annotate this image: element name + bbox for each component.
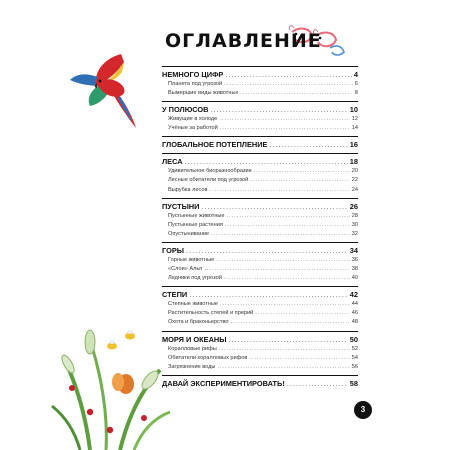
section-gap	[162, 389, 358, 392]
toc-subentry-title: Удивительное биоразнообразие	[168, 168, 252, 175]
toc-subentry[interactable]	[162, 300, 358, 309]
toc-subentry-title: Растительность степей и прерий	[168, 310, 254, 317]
toc-section-title: ПУСТЫНИ	[162, 201, 200, 211]
toc-subentry[interactable]	[162, 167, 358, 176]
leader-dots	[254, 167, 350, 176]
toc-section	[162, 375, 358, 392]
toc-subentry-page: 30	[351, 221, 358, 228]
toc-section-title: МОРЯ И ОКЕАНЫ	[162, 334, 227, 344]
toc-subentry[interactable]	[162, 309, 358, 318]
toc-subentry[interactable]	[162, 186, 358, 195]
toc-section	[162, 101, 358, 136]
leader-dots	[240, 89, 353, 98]
leader-dots	[228, 334, 347, 345]
toc-section	[162, 242, 358, 286]
toc-subentry[interactable]	[162, 354, 358, 363]
toc-section-page: 10	[349, 105, 358, 115]
toc-section-entry[interactable]	[162, 69, 358, 80]
toc-subentry-title: Учёные за работой	[168, 125, 218, 132]
toc-subentry[interactable]	[162, 345, 358, 354]
leader-dots	[287, 378, 348, 389]
toc-section-title: У ПОЛЮСОВ	[162, 105, 209, 115]
toc-subentry-title: Горные животные	[168, 256, 215, 263]
leader-dots	[201, 201, 347, 212]
toc-section-title: ГЛОБАЛЬНОЕ ПОТЕПЛЕНИЕ	[162, 140, 268, 150]
toc-subentry-page: 32	[351, 230, 358, 237]
toc-subentry-page: 38	[351, 266, 358, 273]
leader-dots	[219, 345, 350, 354]
toc-section	[162, 286, 358, 330]
toc-subentry-title: Лесные обитатели под угрозой	[168, 177, 249, 184]
toc-subentry-title: Опустынивание	[168, 230, 210, 237]
toc-subentry-page: 46	[351, 310, 358, 317]
toc-subentry-page: 48	[351, 319, 358, 326]
toc-section-entry[interactable]	[162, 201, 358, 212]
toc-subentry-title: Планета под угрозой	[168, 81, 223, 87]
page-title: ОГЛАВЛЕНИЕ	[165, 30, 322, 52]
toc-subentry-title: Пустынные растения	[168, 221, 223, 228]
toc-section-page: 42	[349, 290, 358, 300]
toc-subentry[interactable]	[162, 80, 358, 89]
toc-section	[162, 66, 358, 101]
leader-dots	[227, 212, 350, 221]
leader-dots	[224, 80, 353, 89]
toc-subentry[interactable]	[162, 89, 358, 98]
toc-section-title: ЛЕСА	[162, 157, 183, 167]
leader-dots	[209, 186, 349, 195]
toc-section	[162, 331, 358, 375]
toc-subentry-page: 20	[351, 168, 358, 175]
toc-subentry-page: 56	[351, 363, 358, 370]
toc-subentry-title: Охота и браконьерство	[168, 319, 229, 326]
toc-section	[162, 198, 358, 242]
leader-dots	[185, 156, 348, 167]
toc-section-entry[interactable]	[162, 378, 358, 389]
toc-section-title: ГОРЫ	[162, 245, 185, 255]
toc-subentry-title: Вымершие виды животных	[168, 90, 239, 97]
toc-subentry-page: 22	[351, 177, 358, 184]
toc-subentry-title: Обитатели коралловых рифов	[168, 354, 248, 361]
toc-subentry-page: 44	[351, 301, 358, 308]
leader-dots	[217, 363, 349, 372]
toc-subentry-page: 54	[351, 354, 358, 361]
toc-subentry-title: Степные животные	[168, 301, 218, 308]
leader-dots	[269, 139, 347, 150]
toc-subentry-page: 6	[354, 81, 358, 87]
toc-subentry[interactable]	[162, 176, 358, 185]
leader-dots	[231, 318, 350, 327]
toc-subentry-page: 14	[351, 125, 358, 132]
leader-dots	[204, 265, 349, 274]
toc-section-title: НЕМНОГО ЦИФР	[162, 70, 224, 79]
toc-section-page: 34	[349, 245, 358, 255]
toc-section-page: 4	[353, 70, 358, 79]
leader-dots	[189, 289, 348, 300]
toc-subentry[interactable]	[162, 124, 358, 133]
leader-dots	[211, 230, 350, 239]
toc-subentry[interactable]	[162, 212, 358, 221]
toc-subentry-title: Загрязнение воды	[168, 363, 216, 370]
toc-subentry-page: 24	[351, 186, 358, 193]
toc-section-entry[interactable]	[162, 289, 358, 300]
toc-section	[162, 136, 358, 153]
table-of-contents	[162, 66, 358, 392]
toc-subentry-page: 8	[354, 90, 358, 97]
toc-subentry-page: 52	[351, 345, 358, 352]
toc-section-entry[interactable]	[162, 104, 358, 115]
toc-subentry[interactable]	[162, 221, 358, 230]
toc-subentry-title: «Слои» Альп	[168, 266, 203, 273]
toc-subentry-page: 36	[351, 256, 358, 263]
toc-section-page: 16	[349, 140, 358, 150]
toc-subentry-page: 28	[351, 212, 358, 219]
toc-subentry-title: Ледники под угрозой	[168, 275, 222, 282]
toc-subentry[interactable]	[162, 363, 358, 372]
toc-subentry-title: Живущие в холоде	[168, 116, 218, 123]
leader-dots	[255, 309, 349, 318]
toc-subentry[interactable]	[162, 230, 358, 239]
toc-section-title: ДАВАЙ ЭКСПЕРИМЕНТИРОВАТЬ!	[162, 378, 285, 388]
toc-subentry[interactable]	[162, 256, 358, 265]
leader-dots	[220, 300, 350, 309]
page-number-badge: 3	[354, 401, 372, 419]
leader-dots	[186, 245, 348, 256]
toc-subentry-title: Коралловые рифы	[168, 345, 217, 352]
toc-subentry[interactable]	[162, 274, 358, 283]
toc-section	[162, 153, 358, 197]
toc-subentry-title: Пустынные животные	[168, 212, 225, 219]
leader-dots	[219, 115, 350, 124]
toc-section-entry[interactable]	[162, 334, 358, 345]
toc-section-entry[interactable]	[162, 245, 358, 256]
toc-section-entry[interactable]	[162, 156, 358, 167]
leader-dots	[220, 124, 350, 133]
parrot-illustration	[66, 48, 156, 130]
leader-dots	[249, 354, 349, 363]
toc-section-title: СТЕПИ	[162, 290, 188, 300]
toc-subentry-page: 12	[351, 116, 358, 123]
toc-subentry[interactable]	[162, 318, 358, 327]
meadow-illustration	[50, 318, 175, 450]
leader-dots	[224, 274, 350, 283]
toc-section-page: 18	[349, 157, 358, 167]
toc-section-page: 58	[349, 378, 358, 388]
toc-subentry[interactable]	[162, 115, 358, 124]
leader-dots	[250, 176, 350, 185]
leader-dots	[210, 104, 347, 115]
toc-subentry-title: Вырубка лесов	[168, 186, 208, 193]
leader-dots	[225, 221, 350, 230]
toc-section-page: 26	[349, 201, 358, 211]
toc-subentry-page: 40	[351, 275, 358, 282]
toc-section-page: 50	[349, 334, 358, 344]
leader-dots	[225, 69, 352, 80]
toc-section-entry[interactable]	[162, 139, 358, 150]
leader-dots	[216, 256, 350, 265]
toc-subentry[interactable]	[162, 265, 358, 274]
